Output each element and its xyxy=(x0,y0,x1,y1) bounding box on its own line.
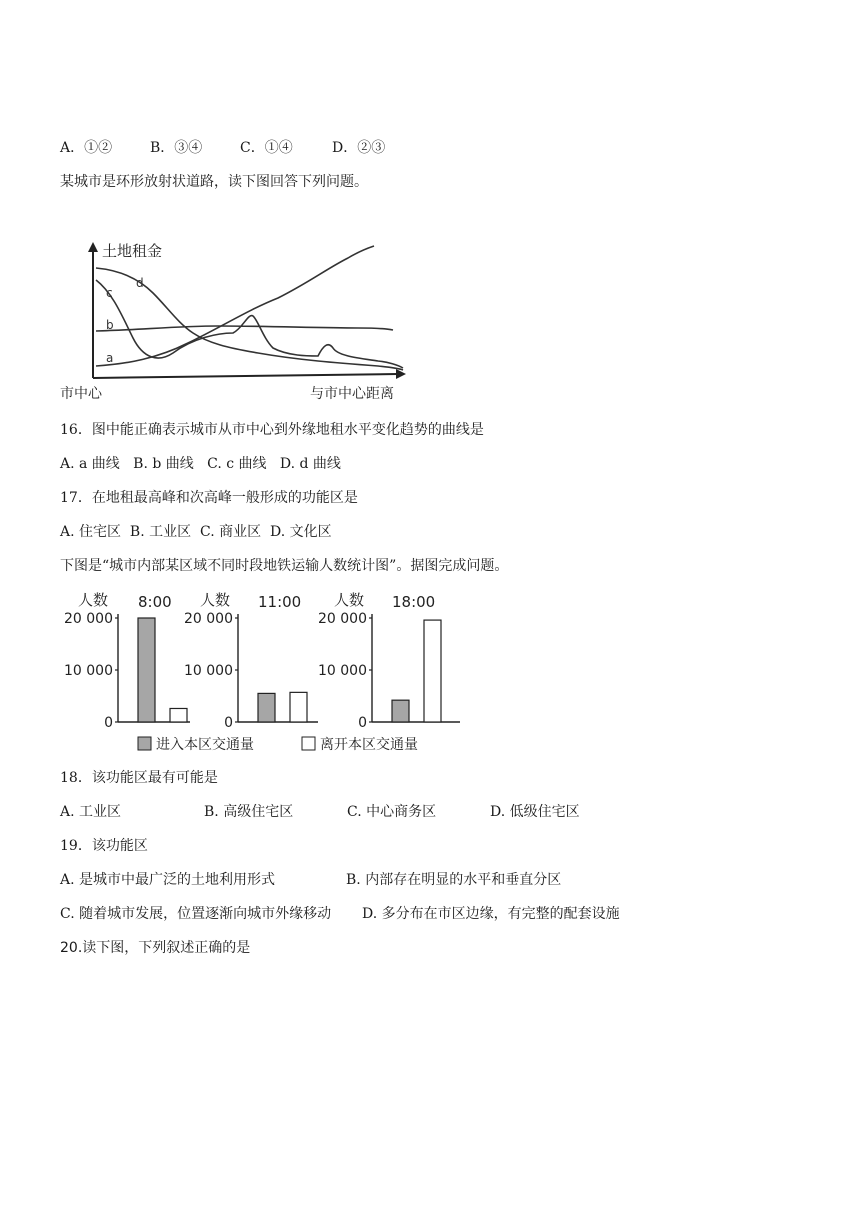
curve-label-a: a xyxy=(106,351,114,365)
panel-0-tick-label: 10 000 xyxy=(64,663,113,679)
curve-c xyxy=(96,280,403,368)
q19-option-c: C. 随着城市发展，位置逐渐向城市外缘移动 xyxy=(60,906,332,922)
panel-2-time-label: 18:00 xyxy=(392,593,436,611)
q19-option-b: B. 内部存在明显的水平和垂直分区 xyxy=(346,872,562,888)
rent-x-label: 与市中心距离 xyxy=(310,386,394,402)
panel-1-tick-label: 0 xyxy=(224,715,233,731)
rent-origin-label: 市中心 xyxy=(60,386,102,402)
bar-18:00-leave xyxy=(424,620,441,722)
rent-y-arrow xyxy=(88,242,98,252)
q19-options-row1 xyxy=(60,870,561,890)
q15-option-a: A．①② xyxy=(60,140,113,156)
q15-option-c: C．①④ xyxy=(240,140,293,156)
panel-0-tick-label: 20 000 xyxy=(64,611,113,627)
panel-2-ylabel: 人数 xyxy=(334,591,365,609)
rent-x-arrow xyxy=(396,369,406,379)
bar-8:00-enter xyxy=(138,618,155,722)
q18-option-d: D. 低级住宅区 xyxy=(490,804,580,820)
curve-label-b: b xyxy=(106,318,114,332)
q18-option-b: B. 高级住宅区 xyxy=(204,804,294,820)
q17-stem: 17．在地租最高峰和次高峰一般形成的功能区是 xyxy=(60,490,358,506)
panel-1-tick-label: 10 000 xyxy=(184,663,233,679)
q17-options: A. 住宅区 B. 工业区 C. 商业区 D. 文化区 xyxy=(60,524,332,540)
legend-swatch-enter xyxy=(138,737,151,750)
q18-option-c: C. 中心商务区 xyxy=(347,804,437,820)
rent-x-axis xyxy=(93,374,398,378)
bar-8:00-leave xyxy=(170,708,187,722)
legend-swatch-leave xyxy=(302,737,315,750)
panel-2-tick-label: 20 000 xyxy=(318,611,367,627)
bar-11:00-enter xyxy=(258,693,275,722)
q19-option-d: D. 多分布在市区边缘，有完整的配套设施 xyxy=(362,906,620,922)
curve-label-c: c xyxy=(106,286,113,300)
q18-options xyxy=(60,802,580,822)
intro-16: 某城市是环形放射状道路，读下图回答下列问题。 xyxy=(60,174,368,190)
q15-options xyxy=(60,138,385,158)
panel-0-ylabel: 人数 xyxy=(78,591,109,609)
panel-2-tick-label: 0 xyxy=(358,715,367,731)
q20-stem: 20.读下图，下列叙述正确的是 xyxy=(60,940,251,956)
bar-18:00-enter xyxy=(392,700,409,722)
panel-1-ylabel: 人数 xyxy=(200,591,231,609)
panel-1-time-label: 11:00 xyxy=(258,593,302,611)
panel-0-time-label: 8:00 xyxy=(138,593,172,611)
panel-0-tick-label: 0 xyxy=(104,715,113,731)
q19-options-row2 xyxy=(60,904,620,924)
q16-options: A. a 曲线 B. b 曲线 C. c 曲线 D. d 曲线 xyxy=(60,456,341,472)
q16-stem: 16．图中能正确表示城市从市中心到外缘地租水平变化趋势的曲线是 xyxy=(60,422,484,438)
panel-2-tick-label: 10 000 xyxy=(318,663,367,679)
curve-b xyxy=(96,326,393,331)
q19-stem: 19．该功能区 xyxy=(60,838,148,854)
legend-label-enter: 进入本区交通量 xyxy=(156,737,254,753)
rent-y-label: 土地租金 xyxy=(102,242,163,260)
q15-option-b: B．③④ xyxy=(150,140,203,156)
legend-label-leave: 离开本区交通量 xyxy=(320,737,418,753)
q18-option-a: A. 工业区 xyxy=(60,804,122,820)
q18-stem: 18．该功能区最有可能是 xyxy=(60,770,218,786)
bar-11:00-leave xyxy=(290,692,307,722)
q19-option-a: A. 是城市中最广泛的土地利用形式 xyxy=(60,872,276,888)
curve-label-d: d xyxy=(136,276,144,290)
panel-1-tick-label: 20 000 xyxy=(184,611,233,627)
q15-option-d: D．②③ xyxy=(332,140,386,156)
subway-ridership-chart xyxy=(60,588,480,758)
land-rent-chart xyxy=(58,238,418,408)
intro-18: 下图是“城市内部某区域不同时段地铁运输人数统计图”。据图完成问题。 xyxy=(60,558,509,574)
